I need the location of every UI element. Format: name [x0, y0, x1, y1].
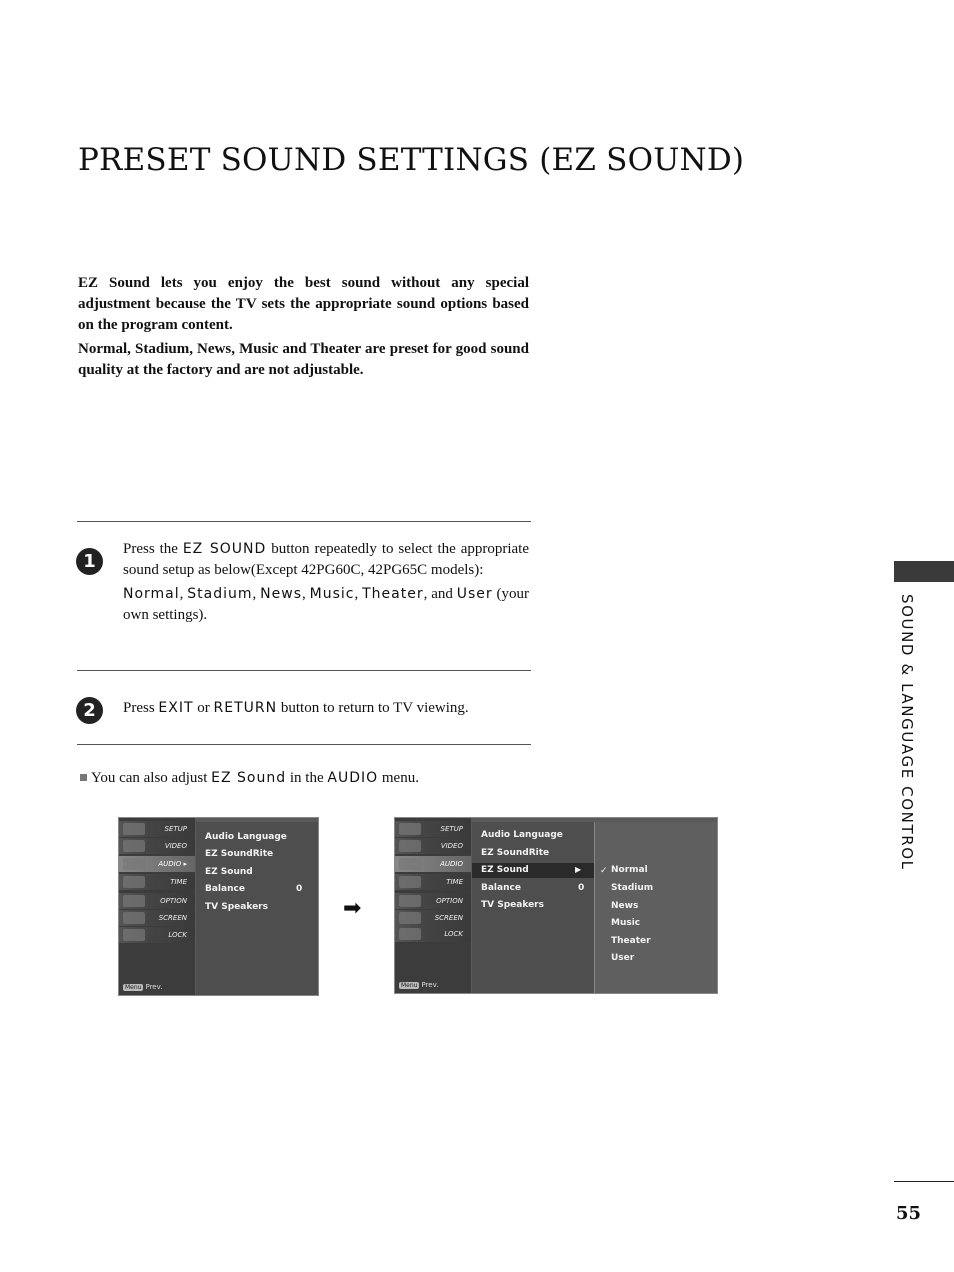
osd-side-item-screen[interactable]: SCREEN: [119, 910, 195, 926]
setup-icon: [399, 823, 421, 835]
osd-item-tv-speakers[interactable]: TV Speakers: [205, 902, 268, 912]
page-number: 55: [896, 1203, 922, 1224]
osd-sidebar: [395, 818, 471, 993]
osd-item-tv-speakers[interactable]: TV Speakers: [481, 900, 544, 910]
divider: [77, 670, 531, 671]
osd-side-item-time[interactable]: TIME: [395, 874, 471, 890]
osd-sub-item-stadium[interactable]: Stadium: [611, 883, 654, 893]
section-tab: [894, 561, 954, 582]
osd-side-item-audio[interactable]: AUDIO: [395, 856, 471, 872]
osd-sub-item-news[interactable]: News: [611, 901, 639, 911]
setup-icon: [123, 823, 145, 835]
osd-main-panel: [196, 822, 318, 995]
osd-sidebar: [119, 818, 195, 995]
osd-item-audio-language[interactable]: Audio Language: [205, 832, 287, 842]
page-number-rule: [894, 1181, 954, 1182]
divider: [77, 521, 531, 522]
osd-item-ez-soundrite[interactable]: EZ SoundRite: [205, 849, 274, 859]
right-arrow-icon: ➡: [343, 896, 362, 921]
osd-side-item-audio[interactable]: AUDIO ▸: [119, 856, 195, 872]
audio-icon: [123, 858, 145, 870]
option-user: User: [456, 586, 493, 602]
note: You can also adjust EZ Sound in the AUDIO menu.: [80, 770, 419, 787]
lock-icon: [399, 928, 421, 940]
screen-icon: [123, 912, 145, 924]
page-title: PRESET SOUND SETTINGS (EZ SOUND): [78, 142, 745, 178]
section-side-label: SOUND & LANGUAGE CONTROL: [898, 594, 916, 871]
osd-side-item-lock[interactable]: LOCK: [119, 927, 195, 943]
option-icon: [399, 895, 421, 907]
audio-menu-label: AUDIO: [327, 770, 379, 786]
osd-menu-audio: [118, 817, 319, 996]
osd-side-item-option[interactable]: OPTION: [119, 893, 195, 909]
clock-icon: [123, 876, 145, 888]
intro-paragraph: EZ Sound lets you enjoy the best sound without any special adjustment because the TV sets the appropriate sound options based on the program content.: [78, 275, 529, 333]
exit-button-label: EXIT: [158, 700, 194, 716]
osd-item-balance[interactable]: Balance: [481, 883, 521, 893]
osd-prev-hint: Menu Prev.: [125, 983, 163, 991]
video-icon: [123, 840, 145, 852]
return-button-label: RETURN: [213, 700, 278, 716]
screen-icon: [399, 912, 421, 924]
osd-item-ez-soundrite[interactable]: EZ SoundRite: [481, 848, 550, 858]
osd-item-ez-sound[interactable]: EZ Sound: [481, 865, 529, 875]
osd-side-item-video[interactable]: VIDEO: [119, 838, 195, 854]
osd-sub-item-music[interactable]: Music: [611, 918, 641, 928]
osd-item-audio-language[interactable]: Audio Language: [481, 830, 563, 840]
step-number-1: 1: [76, 548, 103, 575]
osd-sub-item-user[interactable]: User: [611, 953, 635, 963]
intro-paragraph: Normal, Stadium, News, Music and Theater are preset for good sound quality at the factory and are not adjustable.: [78, 341, 529, 378]
osd-main-panel: [472, 822, 594, 993]
osd-submenu: [594, 822, 717, 993]
osd-sub-item-theater[interactable]: Theater: [611, 936, 651, 946]
divider: [77, 744, 531, 745]
ez-sound-label: EZ Sound: [211, 770, 287, 786]
ez-sound-button-label: EZ SOUND: [182, 541, 267, 557]
osd-balance-value: 0: [296, 884, 303, 894]
option-icon: [123, 895, 145, 907]
osd-side-item-screen[interactable]: SCREEN: [395, 910, 471, 926]
audio-icon: [399, 858, 421, 870]
osd-side-item-option[interactable]: OPTION: [395, 893, 471, 909]
clock-icon: [399, 876, 421, 888]
osd-side-item-lock[interactable]: LOCK: [395, 926, 471, 942]
option-normal: Normal: [123, 586, 180, 602]
osd-side-item-setup[interactable]: SETUP: [395, 821, 471, 837]
osd-menu-audio-ez-sound: [394, 817, 718, 994]
option-theater: Theater: [362, 586, 424, 602]
option-stadium: Stadium: [187, 586, 253, 602]
step-number-2: 2: [76, 697, 103, 724]
bullet-square-icon: [80, 774, 87, 781]
osd-side-item-video[interactable]: VIDEO: [395, 838, 471, 854]
osd-item-balance[interactable]: Balance: [205, 884, 245, 894]
video-icon: [399, 840, 421, 852]
osd-side-item-setup[interactable]: SETUP: [119, 821, 195, 837]
osd-sub-item-normal[interactable]: Normal: [611, 865, 648, 875]
osd-pointer-icon: ▶: [575, 865, 582, 874]
lock-icon: [123, 929, 145, 941]
osd-item-ez-sound[interactable]: EZ Sound: [205, 867, 253, 877]
option-music: Music: [309, 586, 355, 602]
check-icon: ✓: [600, 866, 608, 876]
osd-side-item-time[interactable]: TIME: [119, 874, 195, 890]
intro-text: [78, 273, 529, 384]
step-1-text: Press the EZ SOUND button repeatedly to select the appropriate sound setup as below(Except 42PG60C, 42PG65C models): Normal, Stadium, News, Music, Theater, and User (your own settings).: [123, 541, 530, 623]
step-2-text: Press EXIT or RETURN button to return to TV viewing.: [123, 700, 469, 716]
osd-balance-value: 0: [578, 883, 585, 893]
osd-prev-hint: Menu Prev.: [401, 981, 439, 989]
option-news: News: [260, 586, 302, 602]
